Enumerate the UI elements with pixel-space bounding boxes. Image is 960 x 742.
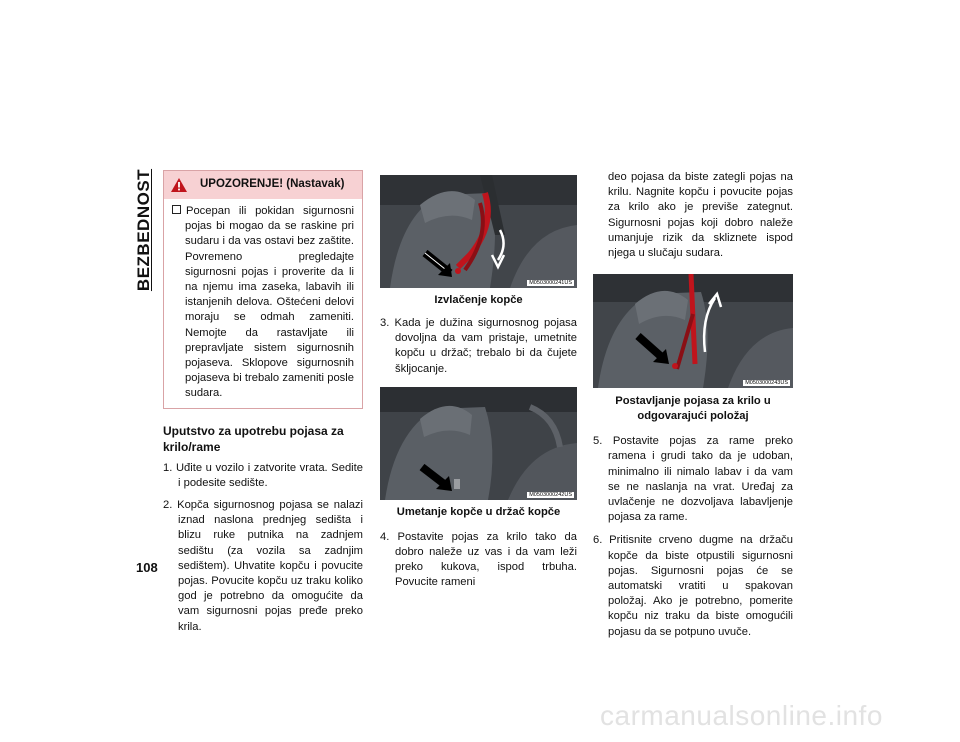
column-middle (380, 175, 577, 598)
step-4-continued: deo pojasa da biste zategli pojas na krilu. Nagnite kopču i povucite pojas za krilo ako je previše zategnut. Sigurnosni pojas koji dobro naleže umanjuje rizik da skliznete ispod njega u slučaju sudara. (608, 171, 793, 260)
page-number: 108 (136, 560, 158, 575)
warning-bullet-text: Pocepan ili pokidan sigurnosni pojas bi mogao da se raskine pri sudaru i da vas ostavi bez zaštite. Povremeno pregledajte sigurnosni pojas i proverite da li na njemu ima zaseka, labavih ili istanjenih delova. Oštećeni delovi moraju se odmah zameniti. Nemojte da rastavljate ili prepravljate sistem sigurnosnih pojaseva. Sklopove sigurnosnih pojaseva bi trebalo zameniti posle sudara. (185, 205, 354, 400)
section-tab-label: BEZBEDNOST (134, 168, 153, 292)
warning-box (163, 170, 363, 409)
instructions-heading: Uputstvo za upotrebu pojasa za krilo/rame (163, 423, 344, 454)
warning-bullet (172, 204, 354, 402)
figure-position-lap-belt-illustration (593, 274, 793, 388)
figure-code: M0503000243US (745, 380, 788, 387)
figure-insert-buckle-illustration (380, 387, 577, 500)
figure-caption: Postavljanje pojasa za krilo u odgovarajući položaj (615, 395, 771, 423)
step-4: 4. Postavite pojas za krilo tako da dobro naleže uz vas i da vam leži preko kukova, ispod trbuha. Povucite rameni (380, 530, 577, 589)
step-5: 5. Postavite pojas za rame preko ramena i grudi tako da je udoban, minimalno ili nimalo labav i da vam se ne naslanja na vrat. Uređaj za uvlačenje ne dozvoljava labavljenje pojasa za rame. (593, 435, 793, 524)
step-6: 6. Pritisnite crveno dugme na držaču kopče da biste otpustili sigurnosni pojas. Sigurnosni pojas će se automatski vratiti u spakovan položaj. Ako je potrebno, pomerite kopču niz traku da biste omogućili pojasu da se potpuno uvuče. (593, 534, 793, 638)
figure-code: M0503000242US (529, 491, 572, 498)
step-3: 3. Kada je dužina sigurnosnog pojasa dovoljna da vam pristaje, umetnite kopču u držač; trebalo bi da čujete šklјocanje. (380, 317, 577, 375)
figure-position-lap-belt (593, 274, 793, 388)
figure-code: M0503000241US (529, 280, 572, 286)
figure-caption: Umetanje kopče u držač kopče (396, 505, 561, 518)
warning-title: UPOZORENJE! (Nastavak) (200, 178, 345, 191)
column-left (163, 170, 363, 642)
section-tab (131, 170, 157, 290)
figure-pull-buckle-illustration (380, 175, 577, 288)
warning-triangle-icon (170, 177, 188, 193)
checkbox-bullet-icon (172, 205, 181, 214)
watermark-url[interactable]: carmanualsonline.info (600, 700, 883, 731)
figure-pull-buckle (380, 175, 577, 288)
warning-header (164, 171, 362, 199)
warning-body (164, 199, 362, 408)
figure-caption: Izvlačenje kopče (434, 294, 523, 306)
step-2: 2. Kopča sigurnosnog pojasa se nalazi iznad naslona prednjeg sedišta i blizu ruke putnika na zadnjem sedištu (za vozila sa zadnjim sedištem). Uhvatite kopču i povucite pojas. Povucite kopču uz traku koliko god je potrebno da omogućite da vam sigurnosni pojas pređe preko krila. (163, 499, 363, 633)
step-1: 1. Uđite u vozilo i zatvorite vrata. Sedite i podesite sedište. (163, 461, 363, 489)
figure-insert-buckle (380, 387, 577, 500)
column-right (593, 170, 793, 647)
